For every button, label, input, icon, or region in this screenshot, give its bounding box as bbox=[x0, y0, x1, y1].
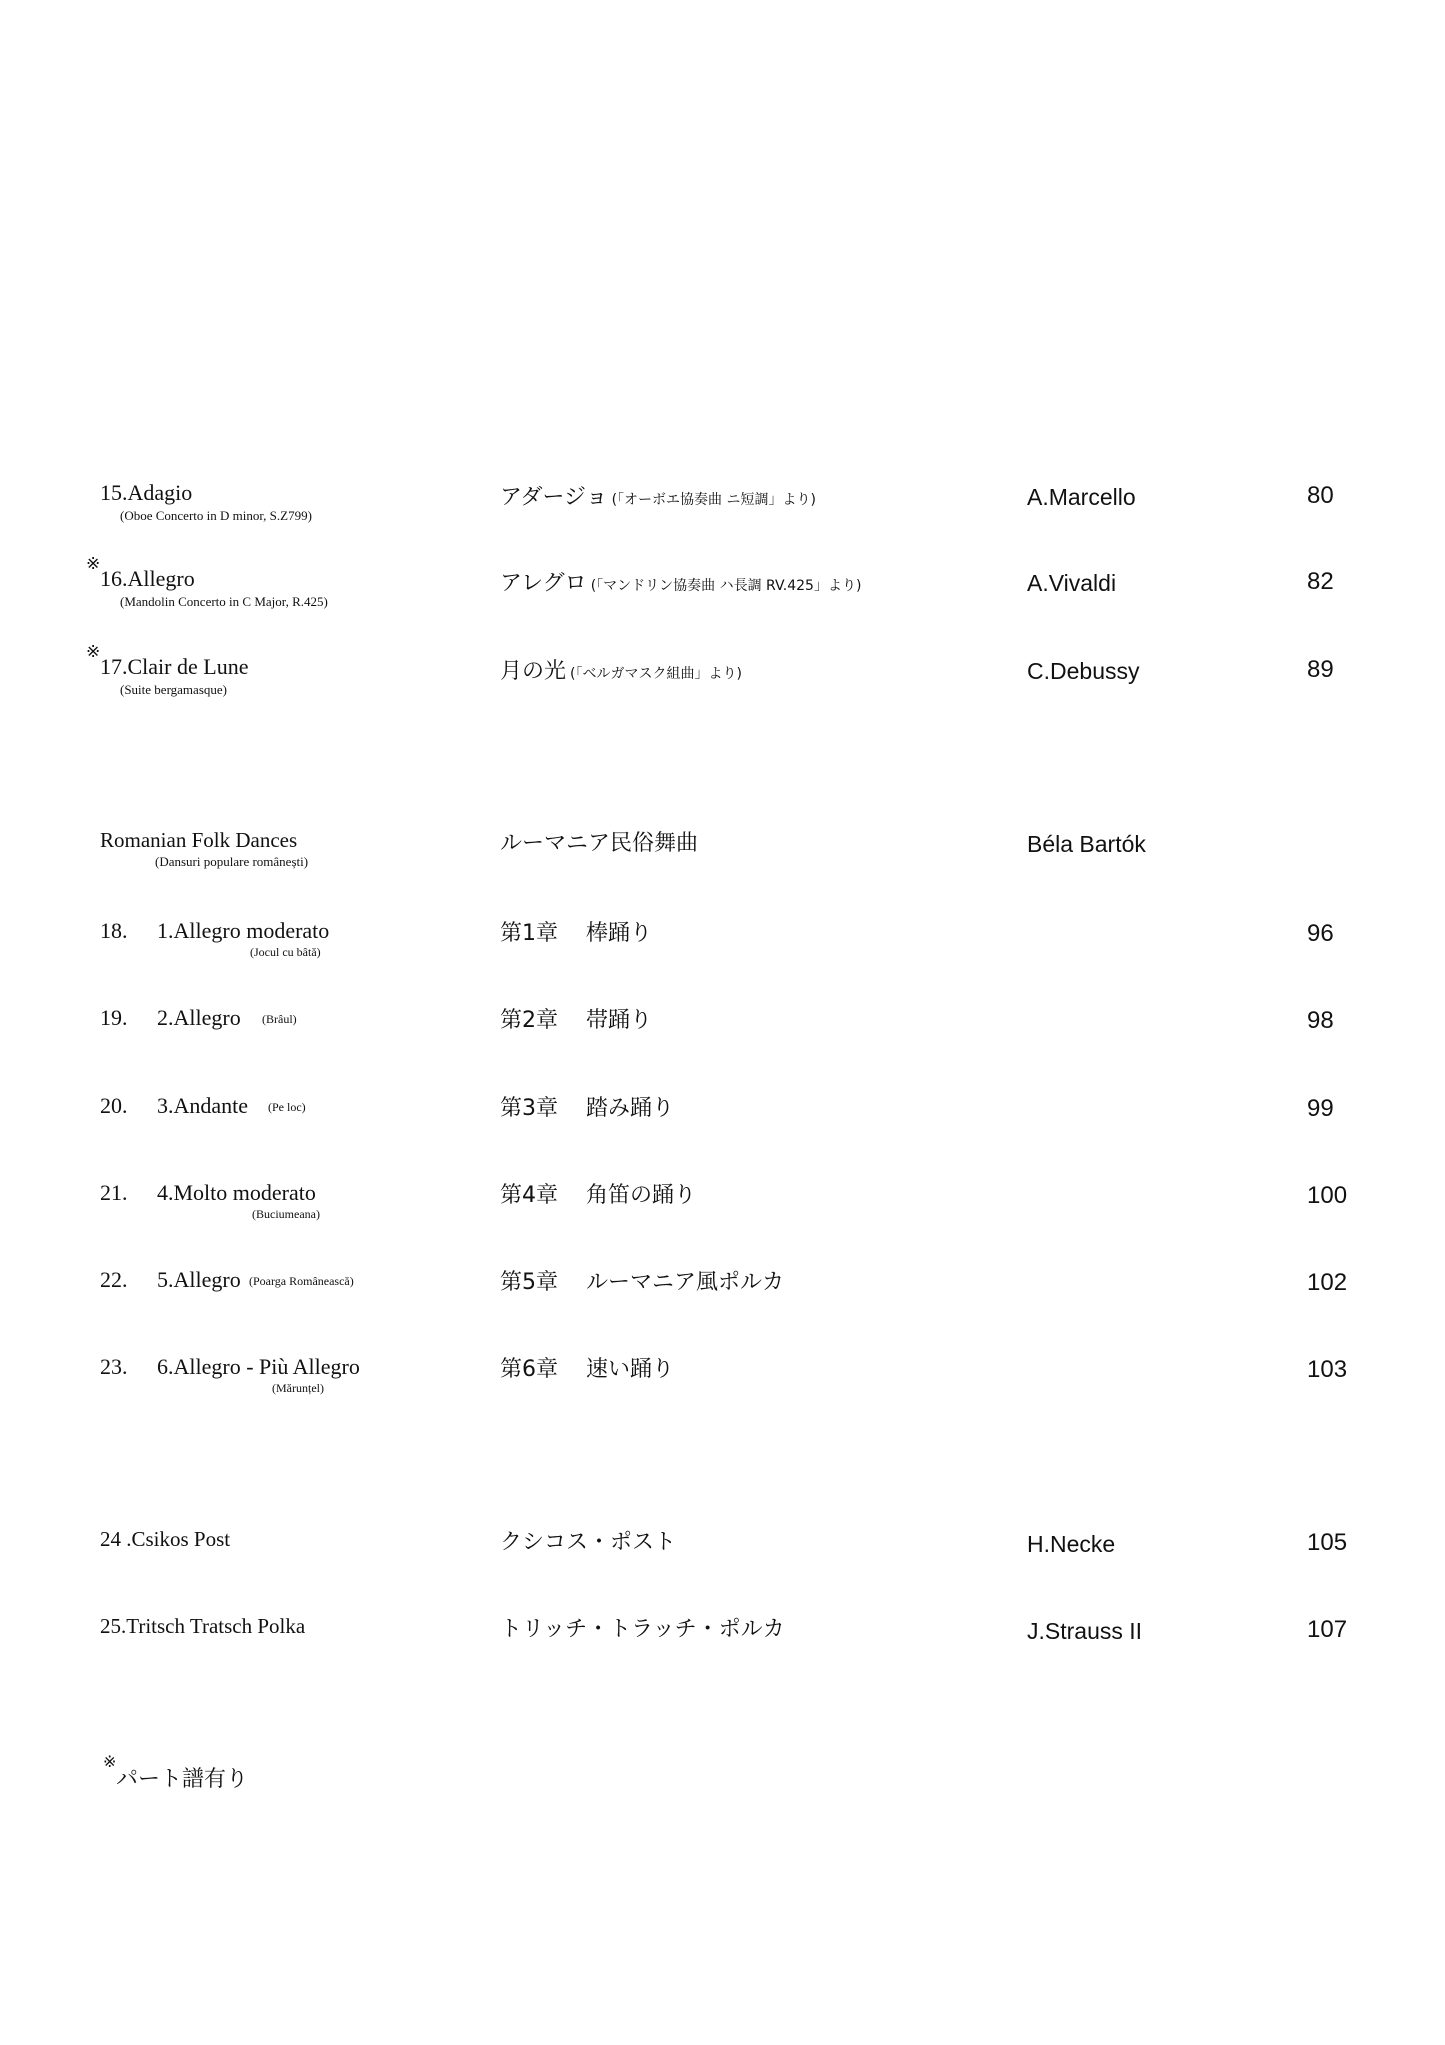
jp-movement-text: 速い踊り bbox=[586, 1357, 675, 1382]
toc-entry-19 bbox=[0, 1005, 1445, 1075]
entry-composer: H.Necke bbox=[1027, 1531, 1116, 1557]
movement-title: 3.Andante bbox=[157, 1093, 249, 1118]
toc-entry-17 bbox=[0, 642, 1445, 724]
jp-title-text: 月の光 bbox=[500, 659, 567, 684]
entry-japanese-title bbox=[500, 480, 816, 511]
toc-entry-22 bbox=[0, 1267, 1445, 1337]
part-score-mark: ※ bbox=[86, 642, 101, 661]
entry-number: 20. bbox=[100, 1093, 128, 1118]
footnote-mark: ※ bbox=[103, 1752, 117, 1771]
title-text: 15.Adagio bbox=[100, 480, 193, 505]
movement-subtitle: (Poarga Românească) bbox=[249, 1274, 354, 1288]
chapter-label: 第5章 bbox=[500, 1270, 558, 1295]
entry-subtitle: (Oboe Concerto in D minor, S.Z799) bbox=[120, 508, 312, 523]
entry-page-number: 80 bbox=[1307, 482, 1334, 509]
footnote-text: パート譜有り bbox=[116, 1767, 249, 1792]
entry-page-number: 102 bbox=[1307, 1269, 1348, 1296]
entry-page-number: 100 bbox=[1307, 1182, 1348, 1209]
jp-title-text: アレグロ bbox=[500, 571, 587, 596]
entry-number: 23. bbox=[100, 1354, 128, 1379]
movement-subtitle: (Brâul) bbox=[262, 1012, 297, 1026]
jp-movement-text: 踏み踊り bbox=[586, 1096, 675, 1121]
movement-japanese-title bbox=[500, 1178, 696, 1209]
entry-page-number: 96 bbox=[1307, 920, 1334, 947]
toc-entry-20 bbox=[0, 1093, 1445, 1163]
entry-subtitle: (Mandolin Concerto in C Major, R.425) bbox=[120, 594, 328, 609]
jp-movement-text: 棒踊り bbox=[586, 921, 653, 946]
toc-entry-24 bbox=[0, 1527, 1445, 1597]
entry-title: 25.Tritsch Tratsch Polka bbox=[100, 1614, 306, 1638]
toc-entry-25 bbox=[0, 1614, 1445, 1684]
toc-entry-15 bbox=[0, 480, 1445, 550]
chapter-label: 第4章 bbox=[500, 1183, 558, 1208]
title-text: 17.Clair de Lune bbox=[100, 654, 249, 679]
entry-composer: A.Marcello bbox=[1027, 484, 1136, 510]
entry-title: 24 .Csikos Post bbox=[100, 1527, 231, 1551]
toc-entry-18 bbox=[0, 918, 1445, 988]
movement-title: 6.Allegro - Più Allegro bbox=[157, 1354, 360, 1379]
jp-title-note: (「マンドリン協奏曲 ハ長調 RV.425」より) bbox=[590, 578, 862, 594]
entry-page-number: 107 bbox=[1307, 1616, 1348, 1643]
toc-entry-23 bbox=[0, 1354, 1445, 1424]
movement-japanese-title bbox=[500, 1352, 674, 1383]
chapter-label: 第6章 bbox=[500, 1357, 558, 1382]
jp-title-note: (「オーボエ協奏曲 ニ短調」より) bbox=[611, 492, 816, 508]
entry-subtitle: (Suite bergamasque) bbox=[120, 682, 227, 697]
movement-subtitle: (Jocul cu bâtă) bbox=[250, 945, 321, 959]
movement-title: 2.Allegro bbox=[157, 1005, 241, 1030]
entry-page-number: 103 bbox=[1307, 1356, 1348, 1383]
entry-number: 22. bbox=[100, 1267, 128, 1292]
entry-page-number: 98 bbox=[1307, 1007, 1334, 1034]
entry-composer: J.Strauss II bbox=[1027, 1618, 1143, 1644]
entry-japanese-title bbox=[500, 654, 742, 685]
entry-page-number: 99 bbox=[1307, 1095, 1334, 1122]
jp-title-note: (「ベルガマスク組曲」より) bbox=[570, 666, 742, 682]
entry-page-number: 105 bbox=[1307, 1529, 1348, 1556]
entry-title bbox=[86, 642, 249, 680]
title-text: 16.Allegro bbox=[100, 566, 195, 591]
movement-title: 1.Allegro moderato bbox=[157, 918, 330, 943]
chapter-label: 第3章 bbox=[500, 1096, 558, 1121]
jp-title-text: アダージョ bbox=[500, 485, 608, 510]
entry-number: 18. bbox=[100, 918, 128, 943]
movement-subtitle: (Buciumeana) bbox=[252, 1207, 320, 1221]
jp-movement-text: 帯踊り bbox=[586, 1008, 653, 1033]
entry-number: 19. bbox=[100, 1005, 128, 1030]
suite-header bbox=[0, 828, 1445, 898]
entry-number: 21. bbox=[100, 1180, 128, 1205]
chapter-label: 第2章 bbox=[500, 1008, 558, 1033]
movement-japanese-title bbox=[500, 1091, 674, 1122]
movement-japanese-title bbox=[500, 1265, 784, 1296]
entry-composer: C.Debussy bbox=[1027, 658, 1140, 684]
part-score-mark: ※ bbox=[86, 554, 101, 573]
chapter-label: 第1章 bbox=[500, 921, 558, 946]
suite-title: Romanian Folk Dances bbox=[100, 828, 298, 852]
movement-title: 4.Molto moderato bbox=[157, 1180, 316, 1205]
entry-page-number: 89 bbox=[1307, 656, 1334, 683]
movement-japanese-title bbox=[500, 1003, 652, 1034]
movement-subtitle: (Mărunțel) bbox=[272, 1381, 324, 1395]
movement-japanese-title bbox=[500, 916, 652, 947]
suite-subtitle: (Dansuri populare românești) bbox=[155, 854, 309, 869]
entry-japanese-title: トリッチ・トラッチ・ポルカ bbox=[500, 1617, 785, 1642]
toc-entry-21 bbox=[0, 1180, 1445, 1250]
suite-composer: Béla Bartók bbox=[1027, 831, 1146, 857]
jp-movement-text: 角笛の踊り bbox=[586, 1183, 697, 1208]
toc-entry-16 bbox=[0, 554, 1445, 636]
entry-page-number: 82 bbox=[1307, 568, 1334, 595]
movement-title: 5.Allegro bbox=[157, 1267, 241, 1292]
footnote bbox=[103, 1752, 249, 1793]
entry-title bbox=[86, 554, 195, 592]
entry-japanese-title bbox=[500, 566, 861, 597]
entry-japanese-title: クシコス・ポスト bbox=[500, 1530, 677, 1555]
entry-composer: A.Vivaldi bbox=[1027, 570, 1117, 596]
suite-japanese-title: ルーマニア民俗舞曲 bbox=[500, 831, 699, 856]
jp-movement-text: ルーマニア風ポルカ bbox=[586, 1270, 785, 1295]
entry-title bbox=[100, 480, 192, 506]
movement-subtitle: (Pe loc) bbox=[268, 1100, 306, 1114]
